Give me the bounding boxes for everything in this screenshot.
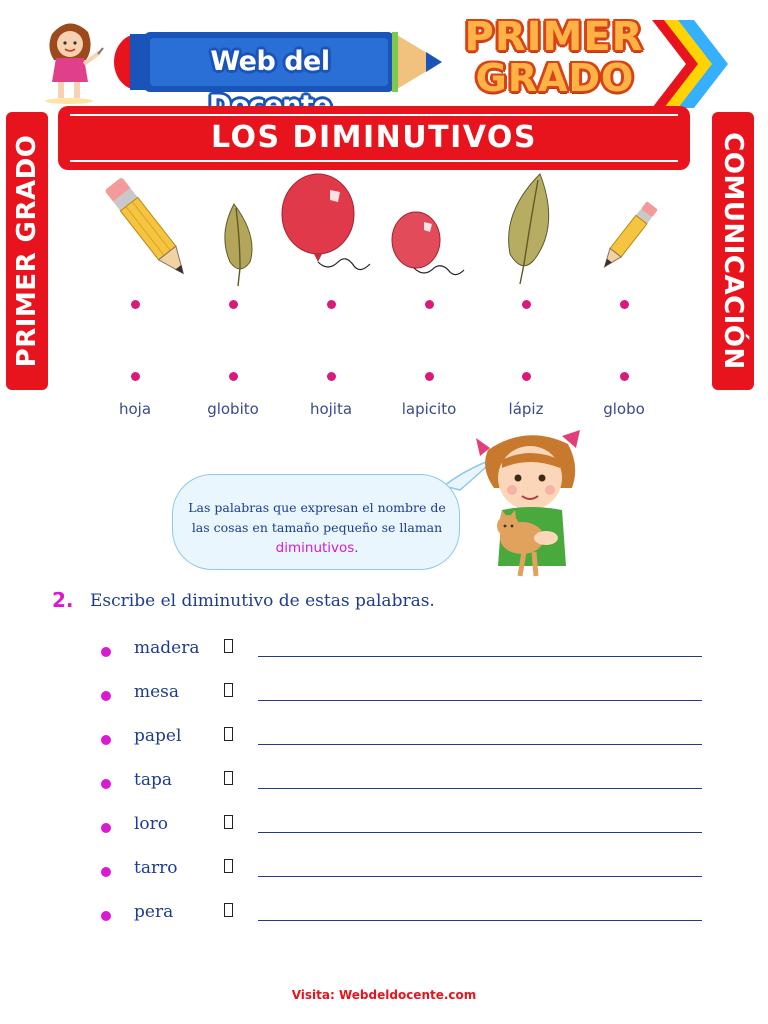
title-bar (58, 106, 690, 170)
grade-line2: GRADO (475, 56, 635, 100)
answer-line[interactable] (258, 832, 702, 833)
exercise-word: pera (134, 902, 174, 922)
page-title: LOS DIMINUTIVOS (70, 114, 678, 162)
bullet-icon (101, 691, 111, 701)
exercise-row (0, 676, 768, 720)
pencil-large-icon (98, 168, 198, 292)
exercise-word: loro (134, 814, 169, 834)
bullet-icon (101, 735, 111, 745)
side-label-right-text: COMUNICACIÓN (718, 132, 748, 370)
bullet-icon (101, 823, 111, 833)
side-label-left (6, 112, 48, 390)
word-bank-item: globito (207, 400, 259, 418)
balloon-large-icon (274, 168, 374, 292)
blank-dot (425, 372, 434, 381)
exercise-number: 2. (52, 588, 74, 612)
word-bank-item: lapicito (401, 400, 457, 418)
exercise-word: tapa (134, 770, 172, 790)
answer-line[interactable] (258, 744, 702, 745)
arrow-placeholder-icon (224, 859, 233, 873)
bullet-icon (101, 779, 111, 789)
grade-line1: PRIMER (464, 14, 644, 60)
arrow-placeholder-icon (224, 727, 233, 741)
word-bank-item: globo (603, 400, 645, 418)
word-bank-item: hojita (309, 400, 353, 418)
exercise-row (0, 764, 768, 808)
word-bank-item: lápiz (508, 400, 544, 418)
girl-with-cat-icon (462, 426, 612, 586)
blank-dot (131, 372, 140, 381)
arrow-placeholder-icon (224, 639, 233, 653)
pictures-row (88, 168, 688, 292)
exercise-row (0, 720, 768, 764)
exercise-instruction: Escribe el diminutivo de estas palabras. (90, 591, 435, 611)
arrow-placeholder-icon (224, 815, 233, 829)
exercise-row (0, 632, 768, 676)
blank-dot (229, 300, 238, 309)
exercise-word: mesa (134, 682, 180, 702)
blank-dot (425, 300, 434, 309)
blank-dot (327, 372, 336, 381)
logo-text: Web del (210, 46, 330, 77)
side-label-right (712, 112, 754, 390)
balloon-small-icon (380, 168, 480, 292)
exercise-word: papel (134, 726, 182, 746)
arrow-placeholder-icon (224, 903, 233, 917)
answer-line[interactable] (258, 876, 702, 877)
exercise-row (0, 852, 768, 896)
blank-dot (327, 300, 336, 309)
blank-dot (522, 372, 531, 381)
definition-end: . (354, 540, 359, 555)
blank-dot (620, 372, 629, 381)
answer-line[interactable] (258, 656, 702, 657)
definition-body: Las palabras que expresan el nombre de las cosas en tamaño pequeño se llaman (188, 500, 446, 535)
answer-line[interactable] (258, 700, 702, 701)
arrow-placeholder-icon (224, 771, 233, 785)
blank-dot (229, 372, 238, 381)
leaf-large-icon (488, 168, 588, 292)
bullet-icon (101, 867, 111, 877)
pencil-small-icon (582, 168, 682, 292)
word-bank-item: hoja (118, 400, 152, 418)
bullet-icon (101, 647, 111, 657)
definition-highlight: diminutivos (275, 540, 355, 556)
exercise-word: madera (134, 638, 200, 658)
answer-line[interactable] (258, 920, 702, 921)
side-label-left-text: PRIMER GRADO (12, 134, 42, 368)
exercise-row (0, 808, 768, 852)
blank-dot (131, 300, 140, 309)
teacher-illustration-icon (34, 18, 104, 104)
bullet-icon (101, 911, 111, 921)
definition-text (186, 498, 448, 558)
exercise-row (0, 896, 768, 940)
blank-dot (620, 300, 629, 309)
blank-dot (522, 300, 531, 309)
footer-link[interactable]: Visita: Webdeldocente.com (291, 988, 477, 1002)
answer-line[interactable] (258, 788, 702, 789)
arrow-placeholder-icon (224, 683, 233, 697)
exercise-word: tarro (134, 858, 178, 878)
